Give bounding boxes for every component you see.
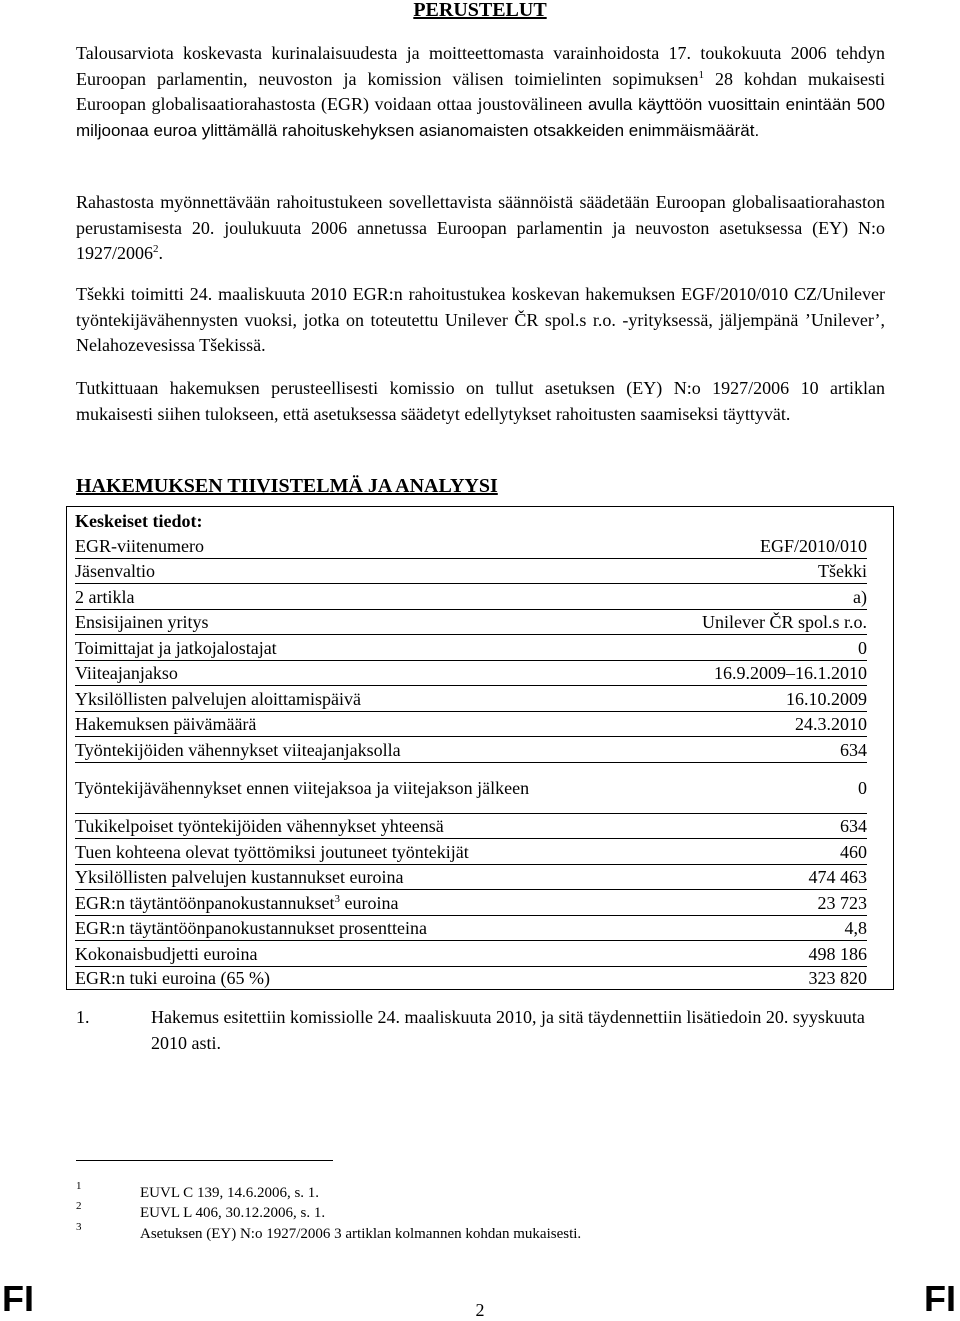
table-row (75, 661, 867, 686)
row-value: 460 (840, 842, 867, 862)
row-value: 23 723 (817, 893, 867, 913)
row-value: 16.10.2009 (786, 689, 867, 709)
page-title: PERUSTELUT (413, 0, 547, 21)
paragraph-application: Tšekki toimitti 24. maaliskuuta 2010 EGR:n rahoitustukea koskevan hakemuksen EGF/2010/010 CZ/Unilever työntekijävähennysten vuoksi, jotka on toteutettu Unilever ČR spol.s r.o. -yrityksessä, jäljempänä ’Unilever’, Nelahozevesissa Tšekissä. (76, 284, 885, 356)
footnote-number: 1 (76, 1180, 82, 1192)
row-value: Unilever ČR spol.s r.o. (702, 612, 867, 632)
footnote-text: Asetuksen (EY) N:o 1927/2006 3 artiklan kolmannen kohdan mukaisesti. (140, 1226, 582, 1242)
language-code-right: FI (924, 1278, 956, 1319)
paragraph-text: Rahastosta myönnettävään rahoitustukeen sovellettavista säännöistä säädetään Euroopan globalisaatiorahaston perustamisesta 20. joulukuuta 2006 annetussa Euroopan parlamentin ja neuvoston asetuksessa (EY) N:o 1927/2006 (76, 192, 885, 264)
paragraph-text: . (158, 243, 164, 264)
row-label: Tuen kohteena olevat työttömiksi joutuneet työntekijät (75, 842, 469, 862)
row-value: 0 (858, 638, 867, 658)
table-row (75, 967, 867, 989)
row-label: Ensisijainen yritys (75, 612, 209, 632)
table-row (75, 636, 867, 661)
row-value: a) (853, 587, 867, 607)
item-number: 1. (76, 1007, 90, 1027)
section-heading: HAKEMUKSEN TIIVISTELMÄ JA ANALYYSI (76, 475, 498, 497)
row-value: 474 463 (808, 867, 867, 887)
row-value: 0 (858, 778, 867, 798)
row-label: Yksilöllisten palvelujen aloittamispäivä (75, 689, 361, 709)
row-label: Työntekijävähennykset ennen viitejaksoa ja viitejakson jälkeen (75, 778, 530, 798)
row-label: Yksilöllisten palvelujen kustannukset euroina (75, 867, 404, 887)
row-value: 498 186 (808, 944, 867, 964)
paragraph-text-sans: avulla käyttöön vuosittain enintään 500 miljoonaa euroa ylittämällä rahoituskehyksen asianomaisten otsakkeiden enimmäismäärät. (76, 95, 885, 140)
table-row (75, 687, 867, 712)
paragraph-text: 28 kohdan mukaisesti Euroopan globalisaatiorahastosta (EGR) voidaan ottaa joustovälineen (76, 68, 885, 115)
table-row (75, 559, 867, 584)
row-value: Tšekki (818, 561, 867, 581)
item-text: Hakemus esitettiin komissiolle 24. maaliskuuta 2010, ja sitä täydennettiin lisätiedoin 20. syyskuuta 2010 asti. (151, 1007, 865, 1053)
footnote-number: 3 (76, 1221, 82, 1233)
row-value: 323 820 (808, 968, 867, 988)
paragraph-text: Talousarviota koskevasta kurinalaisuudesta ja moitteettomasta varainhoidosta 17. toukokuuta 2006 tehdyn Euroopan parlamentin, neuvoston ja komission välisen toimielinten sopimuksen (76, 43, 885, 89)
table-header (75, 509, 867, 533)
row-value: 24.3.2010 (795, 714, 867, 734)
row-label: EGR:n täytäntöönpanokustannukset prosentteina (75, 918, 427, 938)
paragraph-conclusion: Tutkittuaan hakemuksen perusteellisesti komissio on tullut asetuksen (EY) N:o 1927/2006 10 artiklan mukaisesti siihen tulokseen, että asetuksessa säädetyt edellytykset rahoitusten saamiseksi täyttyvät. (76, 378, 885, 424)
page-number: 2 (475, 1300, 485, 1320)
language-code-left: FI (2, 1278, 34, 1319)
footnote-ref: 3 (334, 893, 340, 905)
table-row (75, 763, 867, 814)
row-label: Hakemuksen päivämäärä (75, 714, 257, 734)
numbered-item (76, 1005, 885, 1056)
footnote-separator (76, 1160, 333, 1161)
row-value: 4,8 (844, 918, 867, 938)
table-row (75, 814, 867, 839)
table-row (75, 840, 867, 865)
table-row (75, 891, 867, 916)
table-row (75, 712, 867, 737)
row-label: Viiteajanjakso (75, 663, 178, 683)
row-label: Kokonaisbudjetti euroina (75, 944, 258, 964)
footnote-text: EUVL C 139, 14.6.2006, s. 1. (140, 1185, 320, 1201)
table-row (75, 585, 867, 610)
table-row (75, 534, 867, 559)
footnote-ref: 1 (698, 68, 704, 81)
paragraph-regulation (76, 190, 885, 267)
row-label-text: EGR:n täytäntöönpanokustannukset (75, 893, 335, 913)
row-value: EGF/2010/010 (759, 536, 867, 556)
row-label: 2 artikla (75, 587, 135, 607)
paragraph-egf-basis (76, 41, 885, 143)
table-row (75, 865, 867, 890)
row-label: Tukikelpoiset työntekijöiden vähennykset yhteensä (75, 816, 444, 836)
row-label (75, 892, 818, 914)
table-row (75, 738, 867, 763)
row-label: Työntekijöiden vähennykset viiteajanjaksolla (75, 740, 401, 760)
table-header-label: Keskeiset tiedot: (75, 511, 203, 531)
row-label: EGR:n tuki euroina (65 %) (75, 968, 270, 988)
footnote-text: EUVL L 406, 30.12.2006, s. 1. (140, 1205, 326, 1221)
key-data-table (66, 506, 894, 990)
row-label: Toimittajat ja jatkojalostajat (75, 638, 277, 658)
row-label: EGR-viitenumero (75, 536, 204, 556)
row-value: 634 (840, 816, 867, 836)
footnote-ref: 2 (153, 243, 159, 256)
table-row (75, 942, 867, 967)
footnote-number: 2 (76, 1200, 82, 1212)
row-value: 16.9.2009–16.1.2010 (714, 663, 867, 683)
table-row (75, 610, 867, 635)
table-row (75, 916, 867, 941)
row-label-text: euroina (339, 893, 399, 913)
row-label: Jäsenvaltio (75, 561, 155, 581)
row-value: 634 (840, 740, 867, 760)
